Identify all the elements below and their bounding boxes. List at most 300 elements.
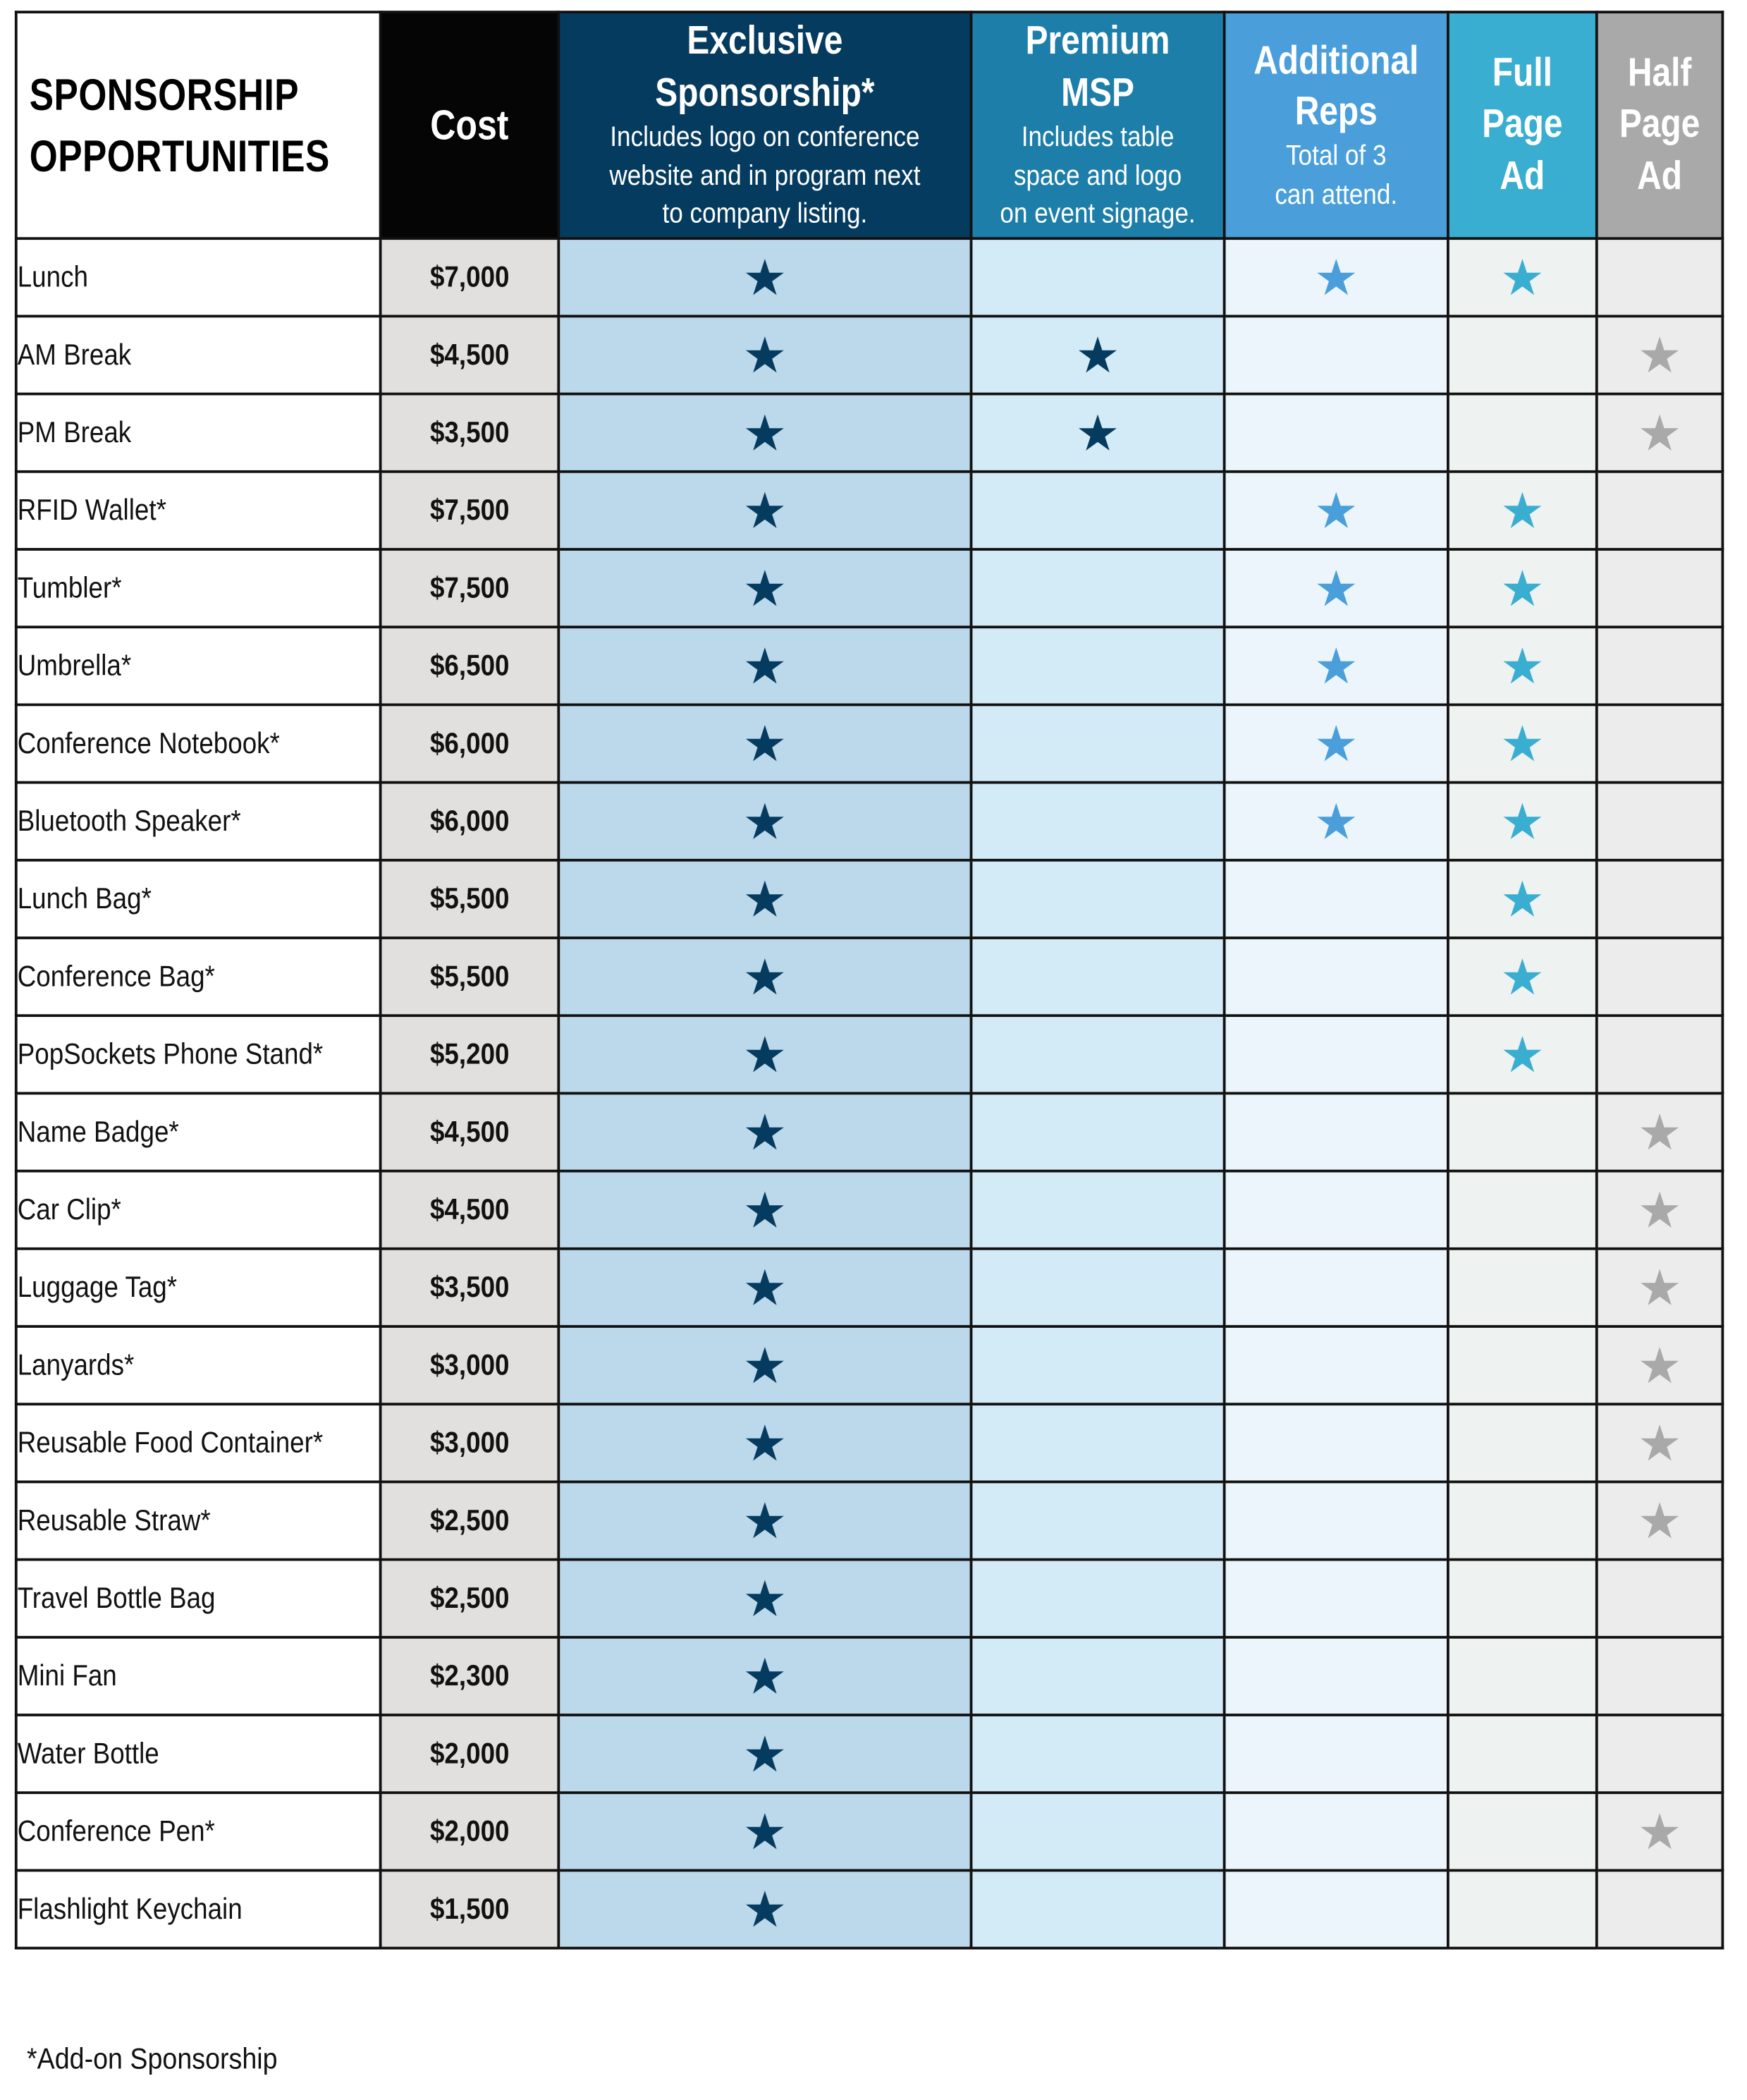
- table-row: [16, 1715, 1723, 1793]
- sponsorship-name-cell: [16, 627, 381, 704]
- table-row: [16, 316, 1723, 393]
- reps-cell: [1225, 472, 1448, 549]
- reps-cell: [1225, 1560, 1448, 1637]
- sponsorship-name: Travel Bottle Bag: [17, 1581, 216, 1615]
- half-cell: [1597, 1404, 1723, 1482]
- premium-desc-line-3: on event signage.: [1000, 198, 1196, 230]
- cost-value: $4,500: [429, 1114, 510, 1149]
- cost-column-header: [381, 12, 559, 238]
- exclusive-cell: [558, 1560, 971, 1637]
- cost-cell: [381, 394, 559, 472]
- sponsorship-name-cell: [16, 316, 381, 393]
- reps-cell: [1225, 549, 1448, 627]
- sponsorship-name-cell: [16, 1404, 381, 1482]
- premium-desc-line-1: Includes table: [1021, 122, 1175, 153]
- star-icon: ★: [742, 870, 787, 928]
- exclusive-cell: [558, 1793, 971, 1870]
- table-body: [16, 238, 1723, 1948]
- cost-cell: [381, 1326, 559, 1404]
- star-icon: ★: [742, 1802, 787, 1861]
- cost-cell: [381, 472, 559, 549]
- star-icon: ★: [742, 1569, 787, 1628]
- sponsorship-name-cell: [16, 938, 381, 1015]
- full-cell: [1448, 1560, 1597, 1637]
- cost-value: $3,000: [429, 1425, 510, 1460]
- cost-value: $6,000: [429, 804, 510, 838]
- sponsorship-name-cell: [16, 860, 381, 938]
- sponsorship-name: Tumbler*: [17, 570, 122, 604]
- sponsorship-name-cell: [16, 1171, 381, 1249]
- sponsorship-name: Water Bottle: [17, 1736, 159, 1770]
- star-icon: ★: [742, 1647, 787, 1705]
- table-row: [16, 1482, 1723, 1559]
- cost-cell: [381, 1793, 559, 1870]
- cost-value: $3,500: [429, 1270, 510, 1304]
- star-icon: ★: [1500, 714, 1545, 773]
- star-icon: ★: [1637, 1414, 1682, 1472]
- star-icon: ★: [1313, 714, 1359, 773]
- full-cell: [1448, 860, 1597, 938]
- full-cell: [1448, 704, 1597, 782]
- full-cell: [1448, 1870, 1597, 1948]
- cost-value: $7,000: [429, 260, 510, 294]
- cost-cell: [381, 1093, 559, 1171]
- cost-value: $2,000: [429, 1814, 510, 1848]
- reps-desc-line-2: can attend.: [1275, 179, 1398, 211]
- sponsorship-name: Conference Bag*: [17, 959, 215, 993]
- reps-desc-line-1: Total of 3: [1285, 141, 1387, 172]
- title-line-2: OPPORTUNITIES: [29, 130, 330, 181]
- sponsorship-name: Name Badge*: [17, 1114, 179, 1149]
- sponsorship-name: Lunch Bag*: [17, 881, 152, 915]
- sponsorship-name-cell: [16, 1015, 381, 1093]
- cost-cell: [381, 627, 559, 704]
- star-icon: ★: [1313, 637, 1359, 695]
- exclusive-cell: [558, 1637, 971, 1715]
- full-cell: [1448, 238, 1597, 316]
- full-cell: [1448, 783, 1597, 860]
- table-row: [16, 394, 1723, 472]
- table-row: [16, 1015, 1723, 1093]
- premium-cell: [971, 1870, 1225, 1948]
- table-row: [16, 238, 1723, 316]
- premium-cell: [971, 549, 1225, 627]
- star-icon: ★: [1637, 1259, 1682, 1317]
- cost-value: $2,500: [429, 1581, 510, 1615]
- half-cell: [1597, 316, 1723, 393]
- sponsorship-name-cell: [16, 1482, 381, 1559]
- cost-value: $2,300: [429, 1659, 510, 1692]
- full-cell: [1448, 316, 1597, 393]
- star-icon: ★: [742, 403, 787, 462]
- full-cell: [1448, 1249, 1597, 1326]
- table-row: [16, 1249, 1723, 1326]
- cost-value: $4,500: [429, 1192, 510, 1226]
- exclusive-title-line-2: Sponsorship*: [655, 71, 875, 115]
- reps-cell: [1225, 1870, 1448, 1948]
- star-icon: ★: [742, 1259, 787, 1317]
- half-page-title-line-3: Ad: [1637, 153, 1683, 198]
- star-icon: ★: [1637, 1491, 1682, 1550]
- table-header: [16, 12, 1723, 238]
- table-row: [16, 1870, 1723, 1948]
- premium-cell: [971, 1249, 1225, 1326]
- half-cell: [1597, 1793, 1723, 1870]
- exclusive-cell: [558, 860, 971, 938]
- sponsorship-name-cell: [16, 1793, 381, 1870]
- full-cell: [1448, 472, 1597, 549]
- reps-cell: [1225, 1326, 1448, 1404]
- half-page-title-line-2: Page: [1619, 102, 1700, 147]
- sponsorship-name-cell: [16, 1560, 381, 1637]
- sponsorship-name: Conference Pen*: [17, 1814, 215, 1848]
- half-cell: [1597, 1560, 1723, 1637]
- star-icon: ★: [1313, 248, 1359, 307]
- premium-cell: [971, 1482, 1225, 1559]
- reps-cell: [1225, 1482, 1448, 1559]
- premium-cell: [971, 938, 1225, 1015]
- reps-cell: [1225, 1637, 1448, 1715]
- sponsorship-name: PopSockets Phone Stand*: [17, 1037, 324, 1071]
- exclusive-cell: [558, 1015, 971, 1093]
- full-cell: [1448, 1015, 1597, 1093]
- full-cell: [1448, 1637, 1597, 1715]
- exclusive-desc-line-1: Includes logo on conference: [610, 122, 920, 153]
- premium-cell: [971, 472, 1225, 549]
- cost-cell: [381, 1637, 559, 1715]
- premium-column-header: [971, 12, 1225, 238]
- star-icon: ★: [742, 637, 787, 695]
- star-icon: ★: [742, 1180, 787, 1239]
- sponsorship-name: Car Clip*: [17, 1192, 121, 1226]
- premium-cell: [971, 627, 1225, 704]
- premium-cell: [971, 238, 1225, 316]
- full-page-title-line-2: Page: [1482, 102, 1563, 147]
- reps-cell: [1225, 1404, 1448, 1482]
- reps-column-header: [1225, 12, 1448, 238]
- cost-cell: [381, 860, 559, 938]
- half-page-column-header: [1597, 12, 1723, 238]
- reps-cell: [1225, 938, 1448, 1015]
- sponsorship-name: Luggage Tag*: [17, 1270, 178, 1304]
- cost-cell: [381, 1171, 559, 1249]
- star-icon: ★: [1075, 326, 1120, 384]
- reps-cell: [1225, 783, 1448, 860]
- sponsorship-name: RFID Wallet*: [17, 493, 166, 527]
- star-icon: ★: [1313, 482, 1359, 539]
- table-row: [16, 1793, 1723, 1870]
- cost-header-label: Cost: [430, 101, 509, 148]
- cost-cell: [381, 1715, 559, 1793]
- half-cell: [1597, 1171, 1723, 1249]
- exclusive-cell: [558, 238, 971, 316]
- exclusive-column-header: [558, 12, 971, 238]
- sponsorship-name-cell: [16, 1093, 381, 1171]
- exclusive-cell: [558, 1171, 971, 1249]
- sponsorship-name: Lunch: [17, 260, 88, 294]
- exclusive-cell: [558, 549, 971, 627]
- half-cell: [1597, 783, 1723, 860]
- half-cell: [1597, 1870, 1723, 1948]
- cost-cell: [381, 238, 559, 316]
- reps-cell: [1225, 1793, 1448, 1870]
- star-icon: ★: [742, 559, 787, 617]
- cost-value: $4,500: [429, 337, 510, 372]
- cost-cell: [381, 1249, 559, 1326]
- reps-cell: [1225, 238, 1448, 316]
- exclusive-cell: [558, 1404, 971, 1482]
- cost-value: $3,000: [429, 1348, 510, 1381]
- half-cell: [1597, 1326, 1723, 1404]
- premium-cell: [971, 1093, 1225, 1171]
- star-icon: ★: [1637, 403, 1682, 462]
- table-row: [16, 472, 1723, 549]
- exclusive-cell: [558, 704, 971, 782]
- premium-desc-line-2: space and logo: [1013, 160, 1182, 191]
- premium-cell: [971, 1326, 1225, 1404]
- sponsorship-name: AM Break: [17, 337, 132, 372]
- sponsorship-name: Mini Fan: [17, 1659, 117, 1692]
- full-cell: [1448, 1715, 1597, 1793]
- exclusive-cell: [558, 1249, 971, 1326]
- sponsorship-name-cell: [16, 783, 381, 860]
- sponsorship-name: Flashlight Keychain: [17, 1891, 243, 1926]
- premium-cell: [971, 394, 1225, 472]
- star-icon: ★: [742, 1880, 787, 1939]
- star-icon: ★: [1637, 1802, 1682, 1861]
- exclusive-cell: [558, 316, 971, 393]
- star-icon: ★: [1637, 1103, 1682, 1161]
- table-row: [16, 549, 1723, 627]
- cost-value: $5,500: [429, 959, 510, 993]
- star-icon: ★: [1500, 248, 1545, 307]
- exclusive-cell: [558, 1482, 971, 1559]
- reps-cell: [1225, 394, 1448, 472]
- premium-cell: [971, 1015, 1225, 1093]
- premium-cell: [971, 316, 1225, 393]
- sponsorship-name-cell: [16, 1326, 381, 1404]
- star-icon: ★: [1500, 948, 1545, 1006]
- half-cell: [1597, 472, 1723, 549]
- cost-cell: [381, 316, 559, 393]
- reps-cell: [1225, 704, 1448, 782]
- sponsorship-table: [15, 11, 1724, 1949]
- cost-cell: [381, 938, 559, 1015]
- full-page-column-header: [1448, 12, 1597, 238]
- half-cell: [1597, 238, 1723, 316]
- half-page-title-line-1: Half: [1627, 51, 1692, 95]
- table-row: [16, 1171, 1723, 1249]
- half-cell: [1597, 860, 1723, 938]
- star-icon: ★: [1500, 1025, 1545, 1084]
- half-cell: [1597, 1637, 1723, 1715]
- half-cell: [1597, 1715, 1723, 1793]
- table-row: [16, 860, 1723, 938]
- reps-cell: [1225, 1249, 1448, 1326]
- table-row: [16, 1093, 1723, 1171]
- star-icon: ★: [1313, 559, 1359, 617]
- reps-title-line-1: Additional: [1253, 38, 1419, 83]
- star-icon: ★: [742, 326, 787, 384]
- sponsorship-name-cell: [16, 1870, 381, 1948]
- star-icon: ★: [742, 1725, 787, 1783]
- sponsorship-name: Reusable Food Container*: [17, 1425, 324, 1460]
- exclusive-cell: [558, 1870, 971, 1948]
- exclusive-cell: [558, 394, 971, 472]
- star-icon: ★: [742, 1491, 787, 1550]
- star-icon: ★: [1500, 870, 1545, 928]
- star-icon: ★: [742, 248, 787, 307]
- sponsorship-name: Bluetooth Speaker*: [17, 804, 241, 838]
- star-icon: ★: [1500, 482, 1545, 539]
- table-row: [16, 938, 1723, 1015]
- half-cell: [1597, 549, 1723, 627]
- sponsorship-name-cell: [16, 472, 381, 549]
- star-icon: ★: [742, 482, 787, 539]
- premium-cell: [971, 1715, 1225, 1793]
- sponsorship-name: Reusable Straw*: [17, 1503, 211, 1537]
- table-title: [16, 12, 381, 238]
- sponsorship-name-cell: [16, 704, 381, 782]
- full-cell: [1448, 1482, 1597, 1559]
- reps-cell: [1225, 1015, 1448, 1093]
- premium-cell: [971, 704, 1225, 782]
- premium-cell: [971, 783, 1225, 860]
- star-icon: ★: [1313, 792, 1359, 850]
- table-row: [16, 783, 1723, 860]
- cost-cell: [381, 549, 559, 627]
- premium-cell: [971, 860, 1225, 938]
- cost-cell: [381, 1560, 559, 1637]
- sponsorship-name-cell: [16, 1637, 381, 1715]
- full-cell: [1448, 1793, 1597, 1870]
- sponsorship-name-cell: [16, 394, 381, 472]
- full-page-title-line-1: Full: [1492, 51, 1552, 95]
- cost-cell: [381, 704, 559, 782]
- star-icon: ★: [1500, 792, 1545, 850]
- full-page-title-line-3: Ad: [1500, 153, 1545, 198]
- star-icon: ★: [742, 948, 787, 1006]
- full-cell: [1448, 938, 1597, 1015]
- star-icon: ★: [742, 1414, 787, 1472]
- sponsorship-name-cell: [16, 549, 381, 627]
- exclusive-title-line-1: Exclusive: [687, 19, 843, 63]
- star-icon: ★: [742, 1336, 787, 1394]
- half-cell: [1597, 938, 1723, 1015]
- cost-value: $5,500: [429, 881, 510, 915]
- cost-value: $2,500: [429, 1503, 510, 1537]
- cost-cell: [381, 1015, 559, 1093]
- reps-cell: [1225, 627, 1448, 704]
- full-cell: [1448, 394, 1597, 472]
- table-row: [16, 1404, 1723, 1482]
- half-cell: [1597, 1093, 1723, 1171]
- half-cell: [1597, 394, 1723, 472]
- star-icon: ★: [742, 1103, 787, 1161]
- sponsorship-name: Conference Notebook*: [17, 726, 280, 760]
- exclusive-desc-line-2: website and in program next: [609, 160, 921, 191]
- table-row: [16, 1560, 1723, 1637]
- cost-cell: [381, 783, 559, 860]
- star-icon: ★: [742, 792, 787, 850]
- full-cell: [1448, 1404, 1597, 1482]
- reps-cell: [1225, 860, 1448, 938]
- sponsorship-name-cell: [16, 238, 381, 316]
- exclusive-cell: [558, 1326, 971, 1404]
- full-cell: [1448, 1093, 1597, 1171]
- premium-cell: [971, 1793, 1225, 1870]
- star-icon: ★: [742, 714, 787, 773]
- premium-title-line-2: MSP: [1061, 71, 1134, 115]
- sponsorship-name-cell: [16, 1249, 381, 1326]
- exclusive-cell: [558, 938, 971, 1015]
- cost-cell: [381, 1482, 559, 1559]
- premium-cell: [971, 1171, 1225, 1249]
- cost-cell: [381, 1870, 559, 1948]
- star-icon: ★: [1637, 1336, 1682, 1394]
- half-cell: [1597, 1249, 1723, 1326]
- table-row: [16, 1326, 1723, 1404]
- premium-cell: [971, 1560, 1225, 1637]
- exclusive-cell: [558, 472, 971, 549]
- cost-value: $7,500: [429, 570, 510, 604]
- cost-value: $5,200: [429, 1037, 510, 1071]
- reps-cell: [1225, 316, 1448, 393]
- cost-cell: [381, 1404, 559, 1482]
- full-cell: [1448, 549, 1597, 627]
- sponsorship-name-cell: [16, 1715, 381, 1793]
- sponsorship-name: Umbrella*: [17, 648, 132, 683]
- sponsorship-name: PM Break: [17, 415, 132, 449]
- exclusive-cell: [558, 1715, 971, 1793]
- reps-cell: [1225, 1171, 1448, 1249]
- cost-value: $6,000: [429, 726, 510, 760]
- half-cell: [1597, 704, 1723, 782]
- premium-cell: [971, 1404, 1225, 1482]
- star-icon: ★: [1500, 559, 1545, 617]
- full-cell: [1448, 627, 1597, 704]
- premium-cell: [971, 1637, 1225, 1715]
- half-cell: [1597, 1482, 1723, 1559]
- full-cell: [1448, 1171, 1597, 1249]
- star-icon: ★: [1637, 1180, 1682, 1239]
- star-icon: ★: [742, 1025, 787, 1084]
- full-cell: [1448, 1326, 1597, 1404]
- star-icon: ★: [1637, 326, 1682, 384]
- cost-value: $6,500: [429, 648, 510, 683]
- cost-value: $1,500: [429, 1891, 510, 1926]
- exclusive-cell: [558, 783, 971, 860]
- exclusive-desc-line-3: to company listing.: [662, 198, 868, 230]
- table-row: [16, 704, 1723, 782]
- footnote: *Add-on Sponsorship: [27, 2041, 278, 2076]
- star-icon: ★: [1500, 637, 1545, 695]
- reps-cell: [1225, 1715, 1448, 1793]
- cost-value: $7,500: [429, 493, 510, 527]
- half-cell: [1597, 1015, 1723, 1093]
- sponsorship-name: Lanyards*: [17, 1348, 135, 1381]
- cost-value: $2,000: [429, 1736, 510, 1770]
- star-icon: ★: [1075, 403, 1120, 462]
- half-cell: [1597, 627, 1723, 704]
- premium-title-line-1: Premium: [1025, 19, 1170, 63]
- reps-title-line-2: Reps: [1294, 90, 1378, 134]
- cost-value: $3,500: [429, 415, 510, 449]
- exclusive-cell: [558, 627, 971, 704]
- exclusive-cell: [558, 1093, 971, 1171]
- table-row: [16, 627, 1723, 704]
- reps-cell: [1225, 1093, 1448, 1171]
